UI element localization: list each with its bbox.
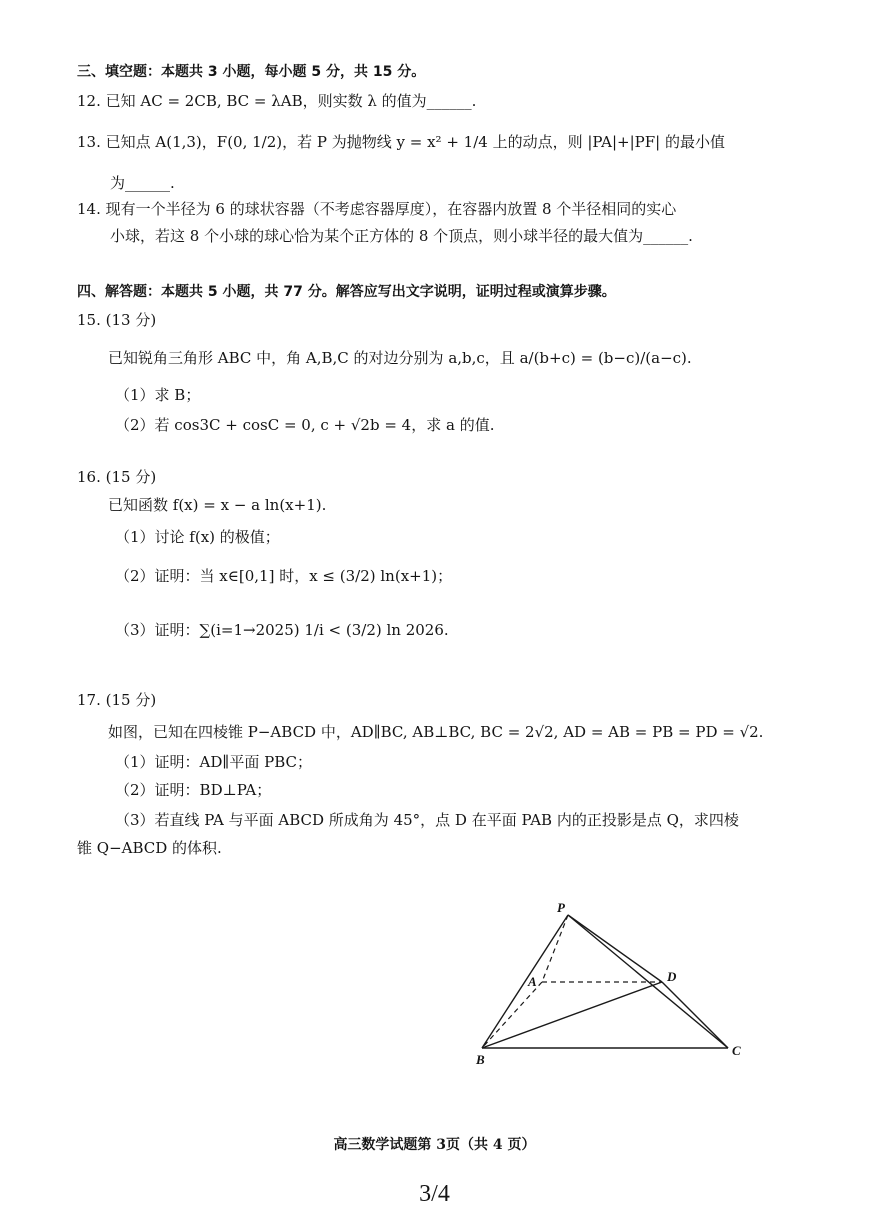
question-14-line-1: 14. 现有一个半径为 6 的球状容器（不考虑容器厚度），在容器内放置 8 个半径相同的实心 [77,200,677,218]
section-4-header: 四、解答题：本题共 5 小题，共 77 分。解答应写出文字说明，证明过程或演算步骤。 [77,284,616,300]
label-A: A [528,974,537,989]
question-13-line-2: 为______. [110,174,175,192]
label-C: C [732,1043,741,1058]
question-15-part-2: （2）若 cos3C + cosC = 0, c + √2b = 4，求 a 的值. [115,416,495,434]
section-3-header: 三、填空题：本题共 3 小题，每小题 5 分，共 15 分。 [77,64,426,80]
question-15-number: 15. (13 分) [77,311,157,329]
question-12: 12. 已知 AC = 2CB, BC = λAB，则实数 λ 的值为______. [77,92,477,110]
question-17-part-2: （2）证明：BD⊥PA； [115,781,272,799]
question-16-part-1: （1）讨论 f(x) 的极值； [115,528,280,546]
label-B: B [476,1052,485,1067]
question-17-part-3-line-2: 锥 Q−ABCD 的体积. [77,839,222,857]
question-16-stem: 已知函数 f(x) = x − a ln(x+1). [108,496,327,514]
question-17-part-3-line-1: （3）若直线 PA 与平面 ABCD 所成角为 45°，点 D 在平面 PAB 内的正投影是点 Q，求四棱 [115,811,739,829]
question-17-stem: 如图，已知在四棱锥 P−ABCD 中，AD∥BC, AB⊥BC, BC = 2√2, AD = AB = PB = PD = √2. [108,723,764,741]
edge-PD [568,915,662,982]
question-17-number: 17. (15 分) [77,691,157,709]
question-17-part-1: （1）证明：AD∥平面 PBC； [115,753,312,771]
edge-DC [662,982,728,1048]
question-15-stem: 已知锐角三角形 ABC 中，角 A,B,C 的对边分别为 a,b,c，且 a/(b+c) = (b−c)/(a−c). [108,349,692,367]
question-16-part-3: （3）证明：∑(i=1→2025) 1/i < (3/2) ln 2026. [115,621,449,639]
page-footer: 高三数学试题第 3页（共 4 页） [333,1137,536,1153]
label-P: P [557,900,565,915]
edge-AB [482,982,542,1048]
question-15-part-1: （1）求 B； [115,386,201,404]
question-16-number: 16. (15 分) [77,468,157,486]
edge-BD [482,982,662,1048]
question-14-line-2: 小球，若这 8 个小球的球心恰为某个正方体的 8 个顶点，则小球半径的最大值为______. [110,227,693,245]
question-16-part-2: （2）证明：当 x∈[0,1] 时，x ≤ (3/2) ln(x+1)； [115,567,453,585]
pyramid-figure [460,890,760,1080]
label-D: D [667,969,677,984]
page-number: 3/4 [419,1181,450,1207]
question-13-line-1: 13. 已知点 A(1,3)，F(0, 1/2)，若 P 为抛物线 y = x² + 1/4 上的动点，则 |PA|+|PF| 的最小值 [77,133,725,151]
